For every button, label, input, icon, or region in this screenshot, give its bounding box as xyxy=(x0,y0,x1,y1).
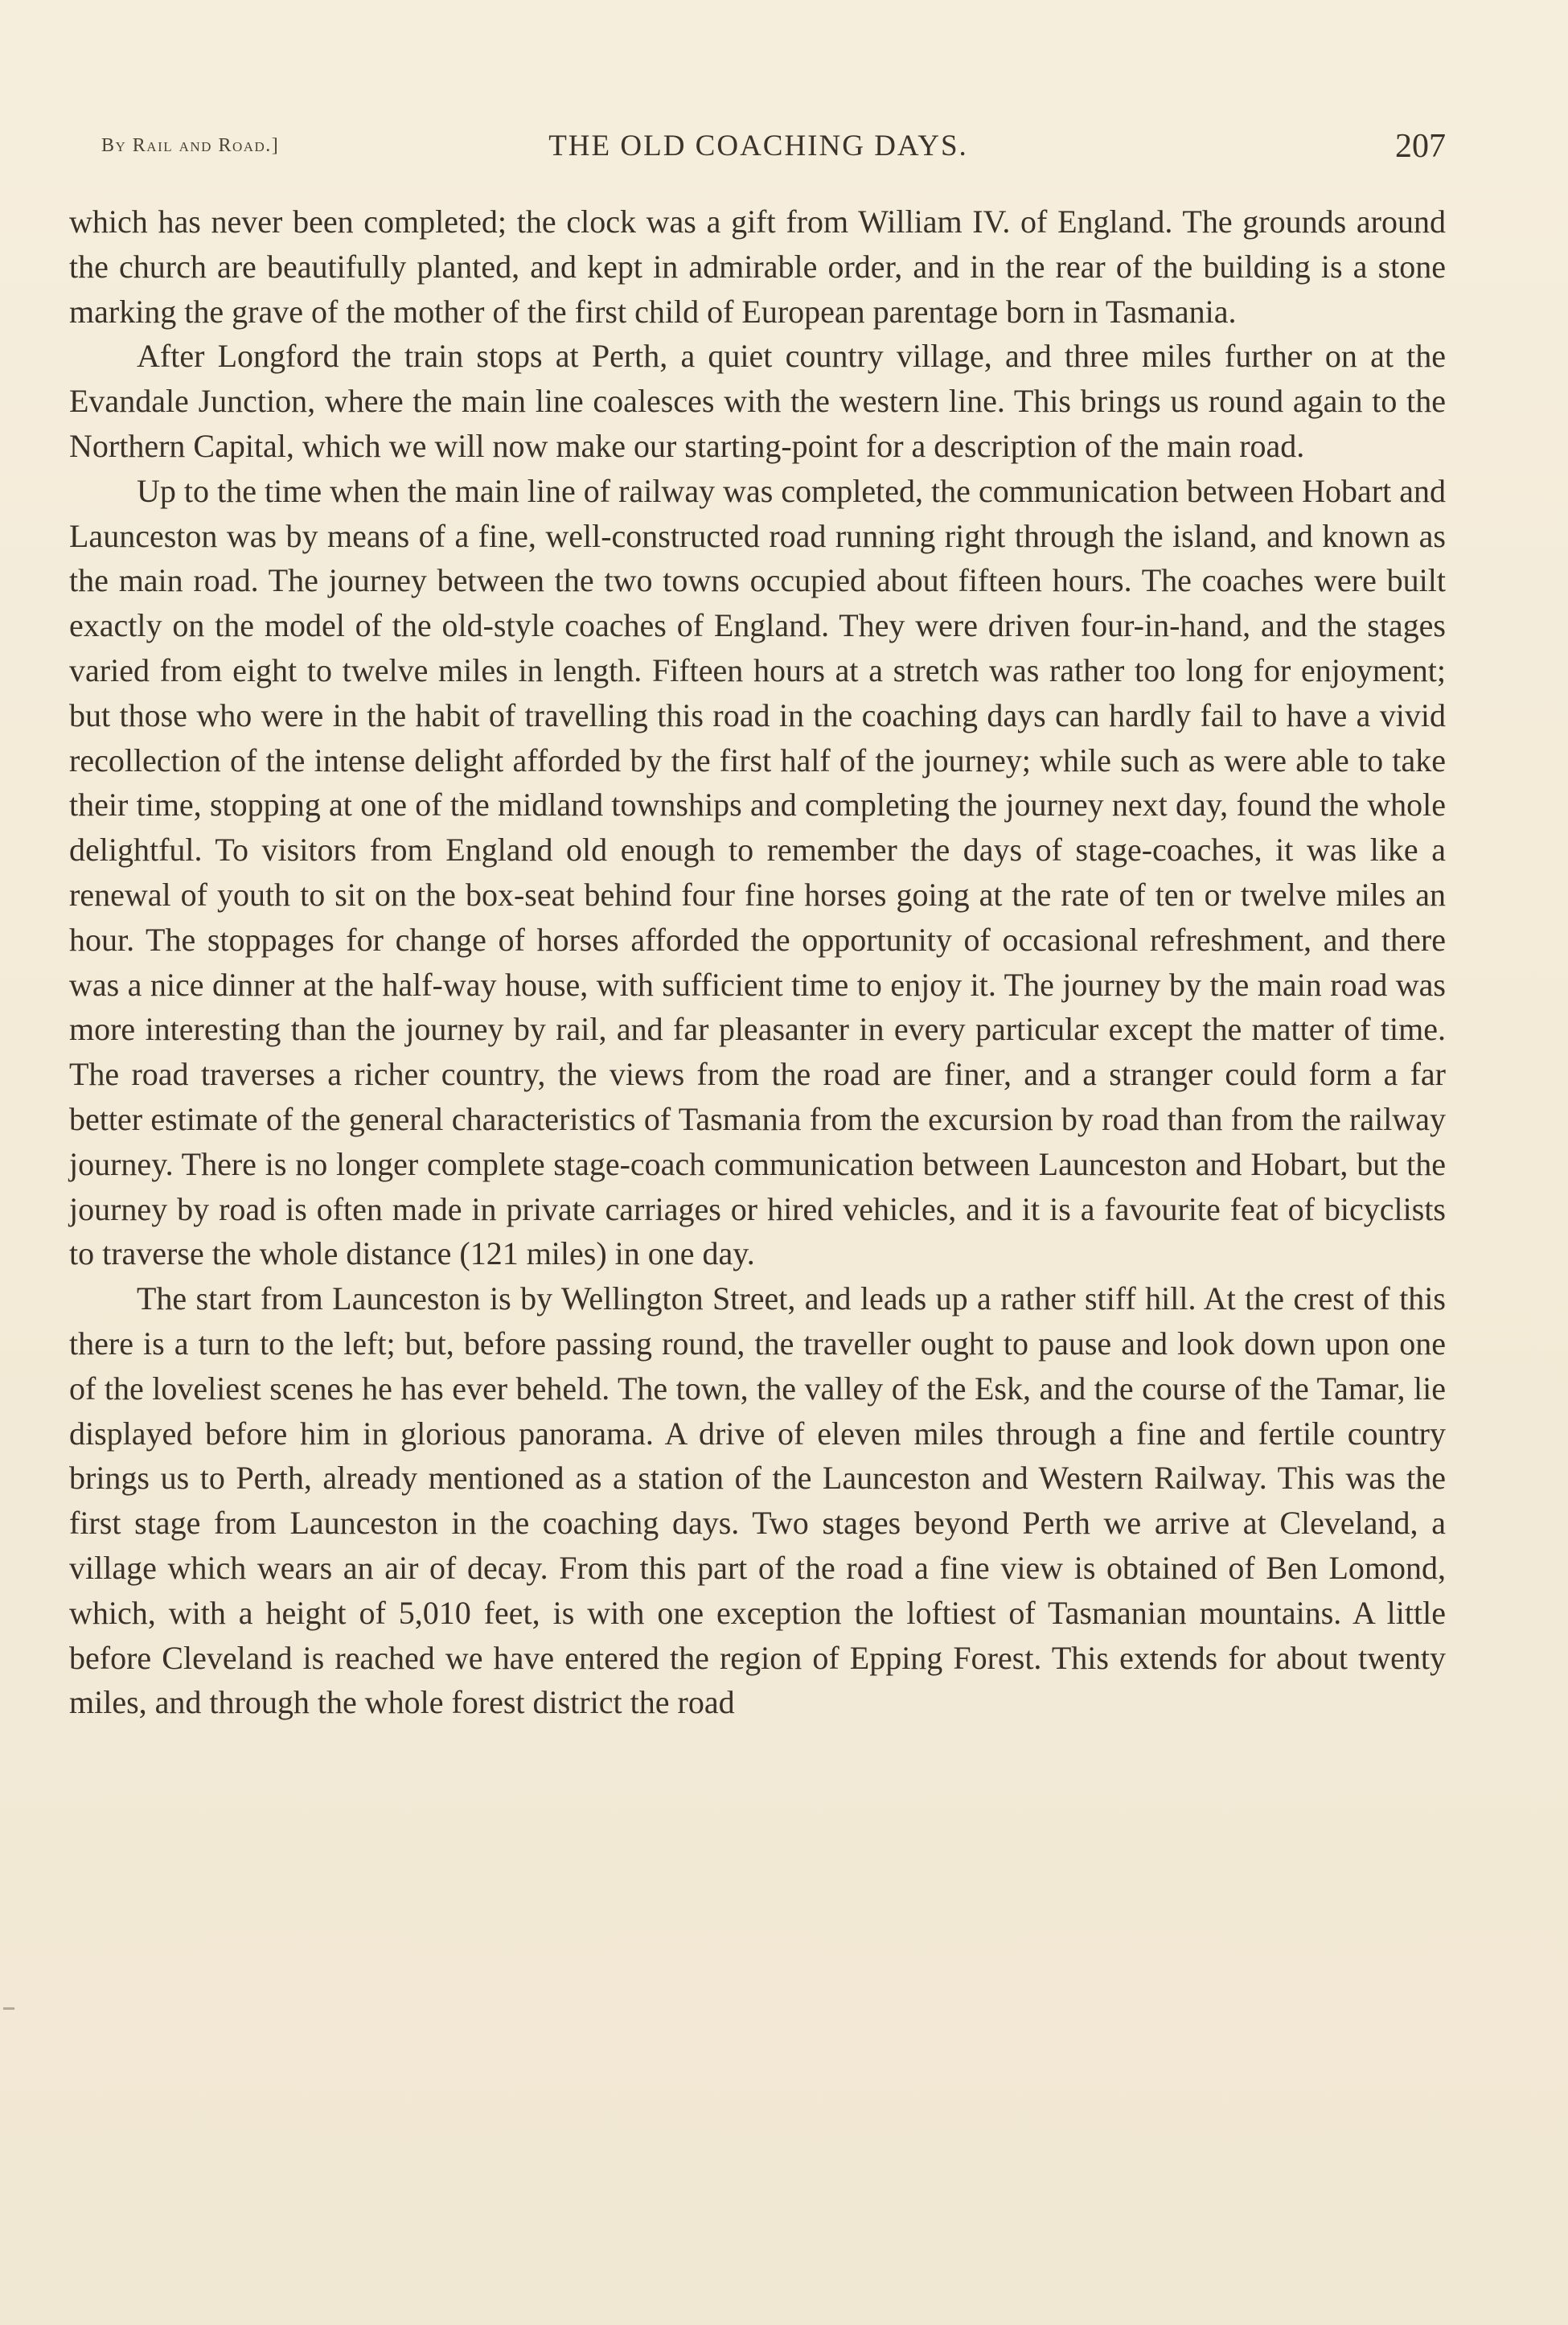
margin-mark xyxy=(3,2007,14,2010)
running-head xyxy=(71,127,1446,167)
running-head-title: THE OLD COACHING DAYS. xyxy=(548,129,968,162)
paragraph: After Longford the train stops at Perth, a quiet country village, and three miles further on at the Evandale Junction, where the main line coalesces with the western line. This brings us round again to the Northern Capital, which we will now make our starting-point for a description of the main road. xyxy=(69,338,1446,464)
running-head-section: By Rail and Road.] xyxy=(101,135,280,156)
paragraph: The start from Launceston is by Wellington Street, and leads up a rather stiff hill. At the crest of this there is a turn to the left; but, before passing round, the traveller ought to pause and look down upon one of the loveliest scenes he has ever beheld. The town, the valley of the Esk, and the course of the Tamar, lie displayed before him in glorious panorama. A drive of eleven miles through a fine and fertile country brings us to Perth, already mentioned as a station of the Launceston and Western Railway. This was the first stage from Launceston in the coaching days. Two stages beyond Perth we arrive at Cleveland, a village which wears an air of decay. From this part of the road a fine view is obtained of Ben Lomond, which, with a height of 5,010 feet, is with one exception the loftiest of Tasmanian mountains. A little before Cleveland is reached we have entered the region of Epping Forest. This extends for about twenty miles, and through the whole forest district the road xyxy=(69,1280,1446,1721)
paragraph-continued: which has never been completed; the clock was a gift from William IV. of England. The grounds around the church are beautifully planted, and kept in admirable order, and in the rear of the building is a stone marking the grave of the mother of the first child of European parentage born in Tasmania. xyxy=(69,203,1446,330)
body-text xyxy=(69,199,1446,1725)
page-number: 207 xyxy=(1395,128,1446,165)
paragraph: Up to the time when the main line of railway was completed, the communication between Hobart and Launceston was by means of a fine, well-constructed road running right through the island, and known as the main road. The journey between the two towns occupied about fifteen hours. The coaches were built exactly on the model of the old-style coaches of England. They were driven four-in-hand, and the stages varied from eight to twelve miles in length. Fifteen hours at a stretch was rather too long for enjoyment; but those who were in the habit of travelling this road in the coaching days can hardly fail to have a vivid recollection of the intense delight afforded by the first half of the journey; while such as were able to take their time, stopping at one of the midland townships and completing the journey next day, found the whole delightful. To visitors from England old enough to remember the days of stage-coaches, it was like a renewal of youth to sit on the box-seat behind four fine horses going at the rate of ten or twelve miles an hour. The stoppages for change of horses afforded the opportunity of occasional refreshment, and there was a nice dinner at the half-way house, with sufficient time to enjoy it. The journey by the main road was more interesting than the journey by rail, and far pleasanter in every particular except the matter of time. The road traverses a richer country, the views from the road are finer, and a stranger could form a far better estimate of the general characteristics of Tasmania from the excursion by road than from the railway journey. There is no longer complete stage-coach communication between Launceston and Hobart, but the journey by road is often made in private carriages or hired vehicles, and it is a favourite feat of bicyclists to traverse the whole distance (121 miles) in one day. xyxy=(69,472,1446,1272)
